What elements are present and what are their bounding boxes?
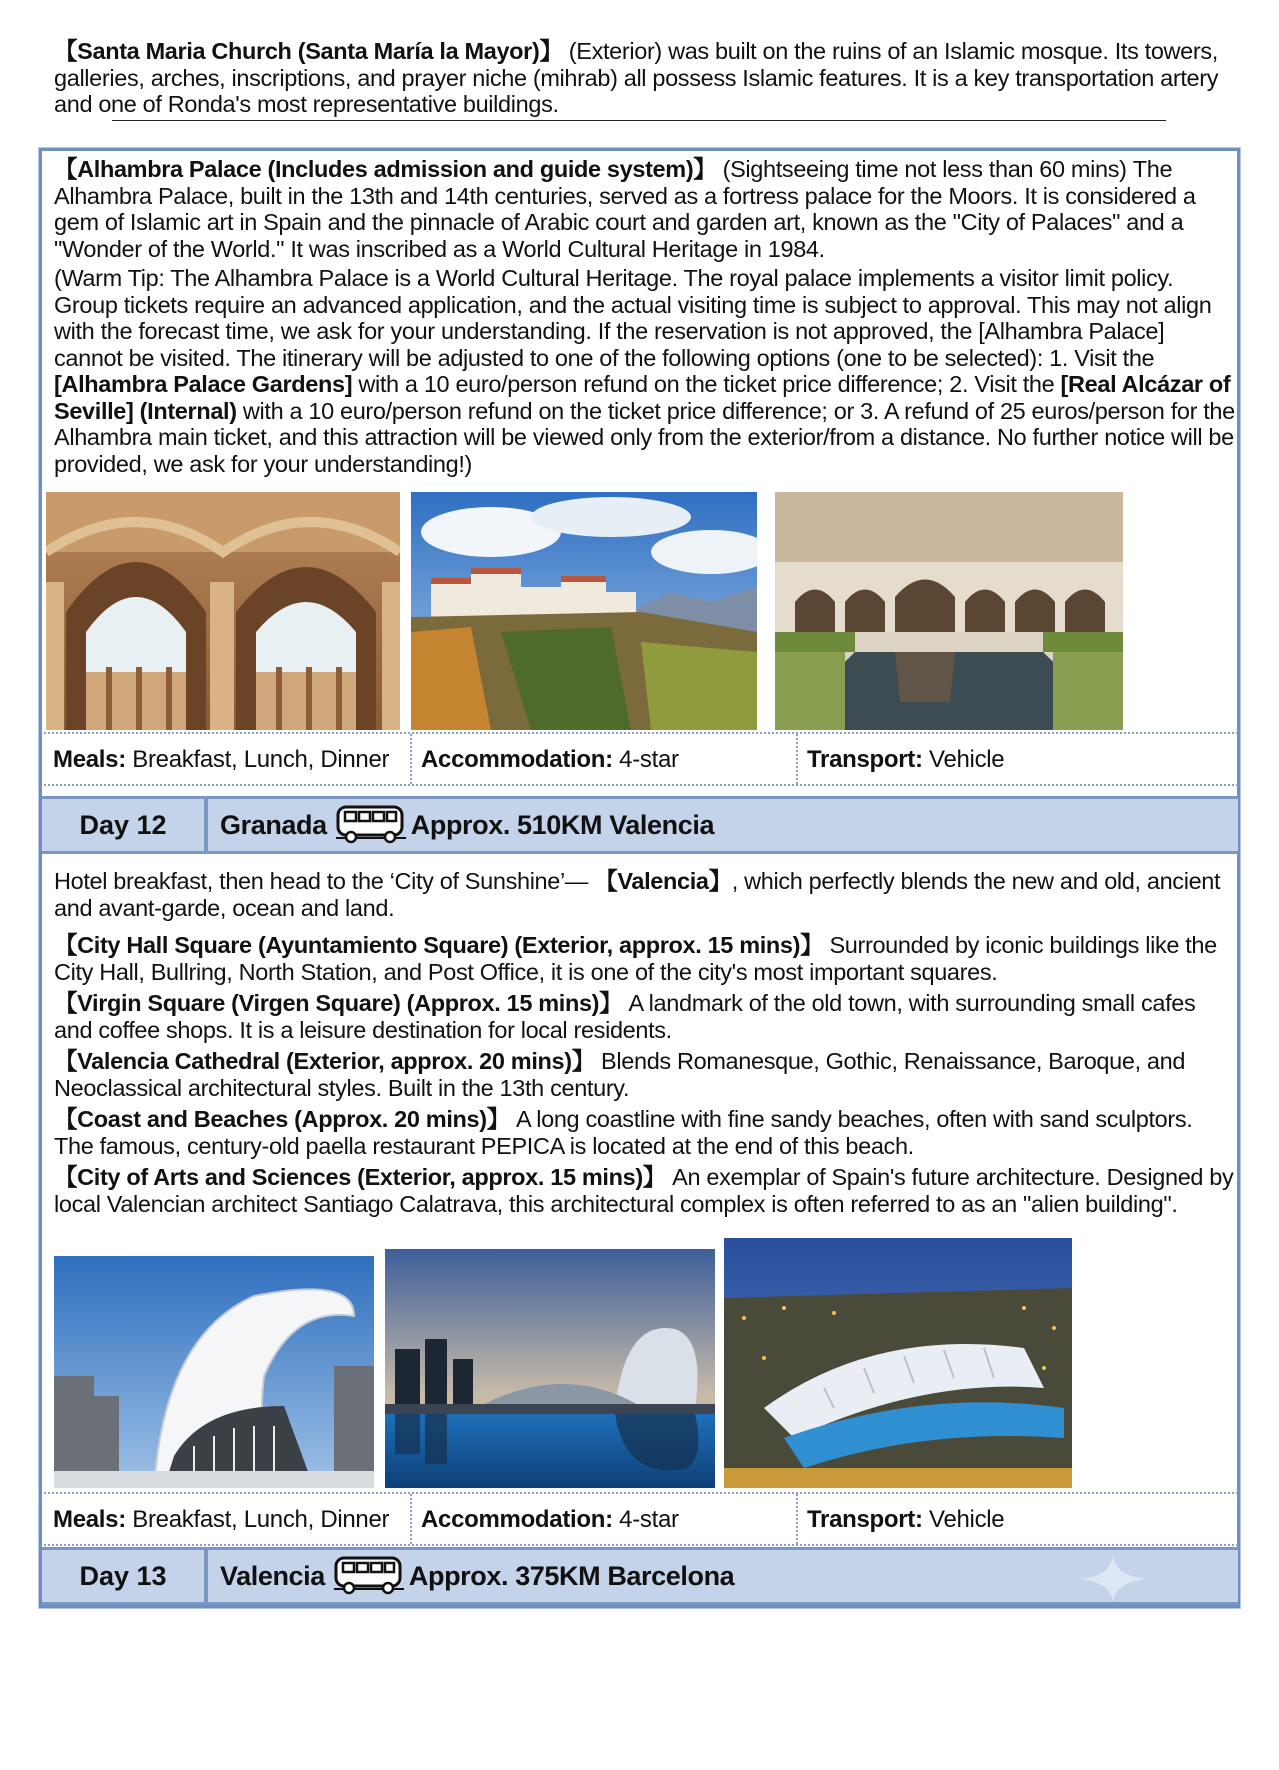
accommodation-label: Accommodation: (421, 1506, 613, 1533)
opera-house-photo (54, 1256, 374, 1488)
day12-destination: Approx. 510KM Valencia (410, 810, 715, 840)
day13-header (42, 1547, 1238, 1605)
day11-info-row (44, 732, 1238, 786)
day12-route (220, 799, 714, 851)
alhambra-paragraph (54, 156, 1236, 262)
site-text: Surrounded by iconic buildings like the City Hall, Bullring, North Station, and Post Office, it is one of the city's most important squares. (54, 932, 1217, 985)
transport-value: Vehicle (922, 746, 1005, 773)
meals-value: Breakfast, Lunch, Dinner (125, 746, 390, 773)
valencia-intro (54, 868, 1236, 921)
meals-cell (44, 1494, 404, 1544)
city-of-arts-dusk-photo (385, 1249, 715, 1488)
day12-info-row (44, 1492, 1238, 1546)
tip-text: with a 10 euro/person refund on the ticket price difference; or 3. A refund of 25 euros/person for the Alhambra main ticket, and this attraction will be viewed only from the exterior/from a distance. No further notice will be provided, we ask for your understanding!) (54, 397, 1235, 477)
accommodation-cell (410, 1494, 798, 1544)
santa-maria-paragraph (54, 38, 1234, 118)
site-text: Blends Romanesque, Gothic, Renaissance, Baroque, and Neoclassical architectural styles. Built in the 13th century. (54, 1048, 1186, 1101)
city-of-arts-night-photo (724, 1238, 1072, 1488)
alhambra-text: (Sightseeing time not less than 60 mins) The Alhambra Palace, built in the 13th and 14th centuries, served as a fortress palace for the Moors. It is considered a gem of Islamic art in Spain and the pinnacle of Arabic court and garden art, known as the "City of Palaces" and a "Wonder of the World." It was inscribed as a World Cultural Heritage in 1984. (54, 156, 1196, 262)
bus-icon (335, 804, 407, 846)
site-coast-beaches (54, 1106, 1236, 1159)
sparkle-icon (1078, 1554, 1148, 1604)
alhambra-warm-tip (54, 265, 1236, 477)
bus-icon (333, 1555, 405, 1597)
day13-label: Day 13 (42, 1550, 208, 1602)
santa-maria-text: (Exterior) was built on the ruins of an Islamic mosque. Its towers, galleries, arches, inscriptions, and prayer niche (mihrab) all possess Islamic features. It is a key transportation artery and one of Ronda's most representative buildings. (54, 38, 1219, 117)
tip-gardens: [Alhambra Palace Gardens] (54, 371, 353, 397)
site-virgin-square (54, 990, 1236, 1043)
accommodation-label: Accommodation: (421, 746, 613, 773)
day12-label: Day 12 (42, 799, 208, 851)
valencia-intro-text: , which perfectly blends the new and old, ancient and avant-garde, ocean and land. (54, 868, 1221, 921)
site-arts-sciences (54, 1164, 1236, 1217)
transport-label: Transport: (807, 746, 923, 773)
site-valencia-cathedral (54, 1048, 1236, 1101)
site-title: 【Coast and Beaches (Approx. 20 mins)】 (54, 1106, 510, 1132)
day12-header (42, 796, 1238, 854)
site-title: 【Valencia Cathedral (Exterior, approx. 20 mins)】 (54, 1048, 595, 1074)
santa-maria-title: 【Santa Maria Church (Santa María la Mayor)】 (54, 38, 563, 64)
day12-from: Granada (220, 810, 327, 840)
accommodation-value: 4-star (612, 746, 679, 773)
tip-text: (Warm Tip: The Alhambra Palace is a World Cultural Heritage. The royal palace implements a visitor limit policy. Group tickets require an advanced application, and the actual visiting time is subject to approval. This may not align with the forecast time, we ask for your understanding. If the reservation is not approved, the [Alhambra Palace] cannot be visited. The itinerary will be adjusted to one of the following options (one to be selected): 1. Visit the (54, 265, 1212, 371)
tip-text: with a 10 euro/person refund on the ticket price difference; 2. Visit the (352, 371, 1061, 397)
divider (112, 120, 1166, 121)
tip-alcazar: [Real Alcázar of Seville] (Internal) (54, 371, 1231, 424)
day13-destination: Approx. 375KM Barcelona (408, 1561, 735, 1591)
transport-label: Transport: (807, 1506, 923, 1533)
valencia-title: 【Valencia】 (594, 868, 732, 894)
day13-route (220, 1550, 734, 1602)
meals-cell (44, 734, 404, 784)
ronda-cliff-photo (411, 492, 757, 730)
court-of-myrtles-photo (775, 492, 1123, 730)
transport-cell (796, 1494, 1236, 1544)
meals-label: Meals: (53, 746, 126, 773)
site-city-hall-square (54, 932, 1236, 985)
accommodation-value: 4-star (612, 1506, 679, 1533)
transport-value: Vehicle (922, 1506, 1005, 1533)
meals-value: Breakfast, Lunch, Dinner (125, 1506, 390, 1533)
site-title: 【City Hall Square (Ayuntamiento Square) (Exterior, approx. 15 mins)】 (54, 932, 824, 958)
site-text: An exemplar of Spain's future architecture. Designed by local Valencian architect Santiago Calatrava, this architectural complex is often referred to as an "alien building". (54, 1164, 1234, 1217)
alhambra-title: 【Alhambra Palace (Includes admission and guide system)】 (54, 156, 717, 182)
day13-from: Valencia (220, 1561, 325, 1591)
alhambra-arches-photo (46, 492, 400, 730)
site-title: 【City of Arts and Sciences (Exterior, approx. 15 mins)】 (54, 1164, 666, 1190)
site-text: A long coastline with fine sandy beaches, often with sand sculptors. The famous, century-old paella restaurant PEPICA is located at the end of this beach. (54, 1106, 1193, 1159)
site-title: 【Virgin Square (Virgen Square) (Approx. 15 mins)】 (54, 990, 623, 1016)
transport-cell (796, 734, 1236, 784)
site-text: A landmark of the old town, with surrounding small cafes and coffee shops. It is a leisure destination for local residents. (54, 990, 1196, 1043)
accommodation-cell (410, 734, 798, 784)
valencia-intro-text: Hotel breakfast, then head to the ‘City of Sunshine’— (54, 868, 595, 894)
meals-label: Meals: (53, 1506, 126, 1533)
